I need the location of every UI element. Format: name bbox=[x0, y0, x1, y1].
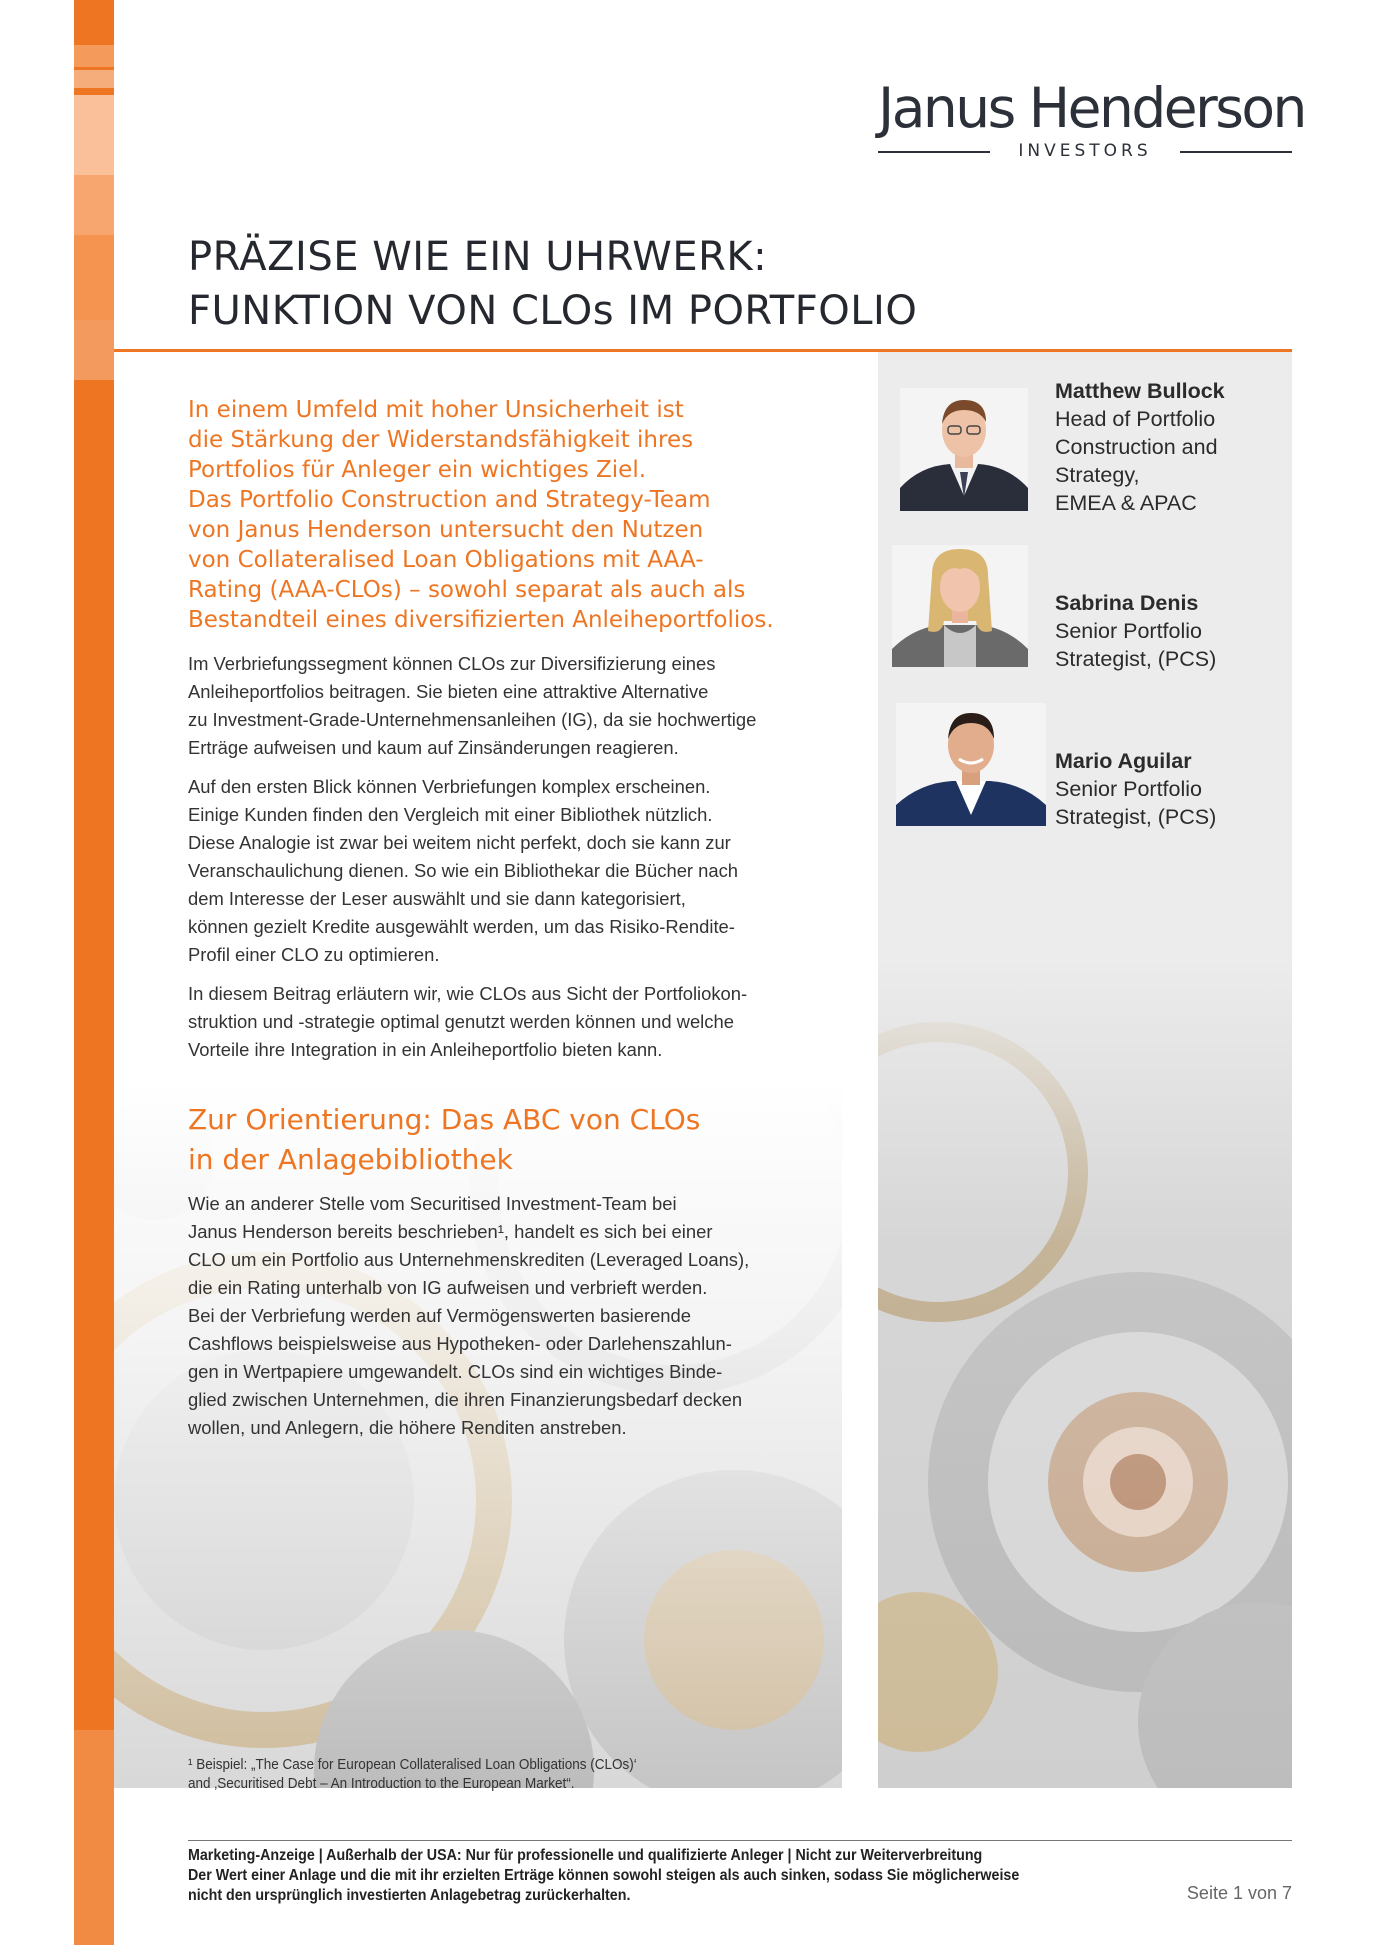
author-card: Sabrina Denis Senior Portfolio Strategist, (PCS) bbox=[1055, 589, 1290, 673]
logo-wordmark: Janus Henderson bbox=[878, 76, 1305, 140]
section-paragraph: Wie an anderer Stelle vom Securitised Investment-Team bei Janus Henderson bereits beschrieben¹, handelt es sich bei einer CLO um ein Portfolio aus Unternehmenskrediten (Leveraged Loans), die ein Rating unterhalb von IG aufweisen und verbrieft werden. Bei der Verbriefung werden auf Vermögenswerten basierende Cashflows beispielsweise aus Hypotheken- oder Darlehenszahlun- gen in Wertpapiere umgewandelt. CLOs sind ein wichtiges Binde- glied zwischen Unternehmen, die ihren Finanzierungsbedarf decken wollen, und Anlegern, die höhere Renditen anstreben. bbox=[188, 1193, 750, 1438]
avatar-matthew-bullock bbox=[900, 388, 1028, 511]
footer-disclaimer: Marketing-Anzeige | Außerhalb der USA: Nur für professionelle und qualifizierte Anleger | Nicht zur Weiterverbreitung Der Wert einer Anlage und die mit ihr erzielten Erträge können sowohl steigen als auch sinken, sodass Sie möglicherweise nicht den ursprünglich investierten Anlagebetrag zurückerhalten. bbox=[188, 1847, 1020, 1904]
logo-subtitle: INVESTORS bbox=[1018, 141, 1152, 161]
paragraph-1: Im Verbriefungssegment können CLOs zur Diversifizierung eines Anleiheportfolios beitragen. Sie bieten eine attraktive Alternative zu Investment-Grade-Unternehmensanleihen (IG), da sie hochwertige Erträge aufweisen und kaum auf Zinsänderungen reagieren. bbox=[188, 653, 757, 758]
footnote: ¹ Beispiel: „The Case for European Collateralised Loan Obligations (CLOs)‘ and ‚Securitised Debt – An Introduction to the European Market“. bbox=[188, 1756, 637, 1792]
page-number: Seite 1 von 7 bbox=[1186, 1883, 1292, 1903]
author-name: Mario Aguilar bbox=[1055, 749, 1192, 773]
janus-henderson-logo bbox=[878, 76, 1305, 162]
footer-divider bbox=[188, 1840, 1292, 1841]
paragraph-3: In diesem Beitrag erläutern wir, wie CLOs aus Sicht der Portfoliokon- struktion und -strategie optimal genutzt werden können und welche Vorteile ihre Integration in ein Anleiheportfolio bieten kann. bbox=[188, 983, 748, 1060]
avatar-mario-aguilar bbox=[896, 703, 1046, 826]
paragraph-2: Auf den ersten Blick können Verbriefungen komplex erscheinen. Einige Kunden finden den Vergleich mit einer Bibliothek nützlich. Diese Analogie ist zwar bei weitem nicht perfekt, doch sie kann zur Veranschaulichung dienen. So wie ein Bibliothekar die Bücher nach dem Interesse der Leser auswählt und sie dann kategorisiert, können gezielt Kredite ausgewählt werden, um das Risiko-Rendite- Profil einer CLO zu optimieren. bbox=[188, 776, 739, 965]
section-heading: Zur Orientierung: Das ABC von CLOs in der Anlagebibliothek bbox=[188, 1103, 701, 1176]
intro-lead: In einem Umfeld mit hoher Unsicherheit ist die Stärkung der Widerstandsfähigkeit ihres Portfolios für Anleger ein wichtiges Ziel. Das Portfolio Construction and Strategy-Team von Janus Henderson untersucht den Nutzen von Collateralised Loan Obligations mit AAA- Rating (AAA-CLOs) – sowohl separat als auch als Bestandteil eines diversifizierten Anleiheportfolios. bbox=[188, 397, 774, 633]
author-card: Matthew Bullock Head of Portfolio Construction and Strategy, EMEA & APAC bbox=[1055, 377, 1290, 517]
author-card: Mario Aguilar Senior Portfolio Strategist, (PCS) bbox=[1055, 747, 1290, 831]
page-title: PRÄZISE WIE EIN UHRWERK: FUNKTION VON CLOs IM PORTFOLIO bbox=[188, 234, 918, 334]
author-name: Sabrina Denis bbox=[1055, 591, 1199, 615]
avatar-sabrina-denis bbox=[892, 545, 1028, 667]
left-accent-stripe bbox=[74, 0, 114, 1945]
author-name: Matthew Bullock bbox=[1055, 379, 1225, 403]
